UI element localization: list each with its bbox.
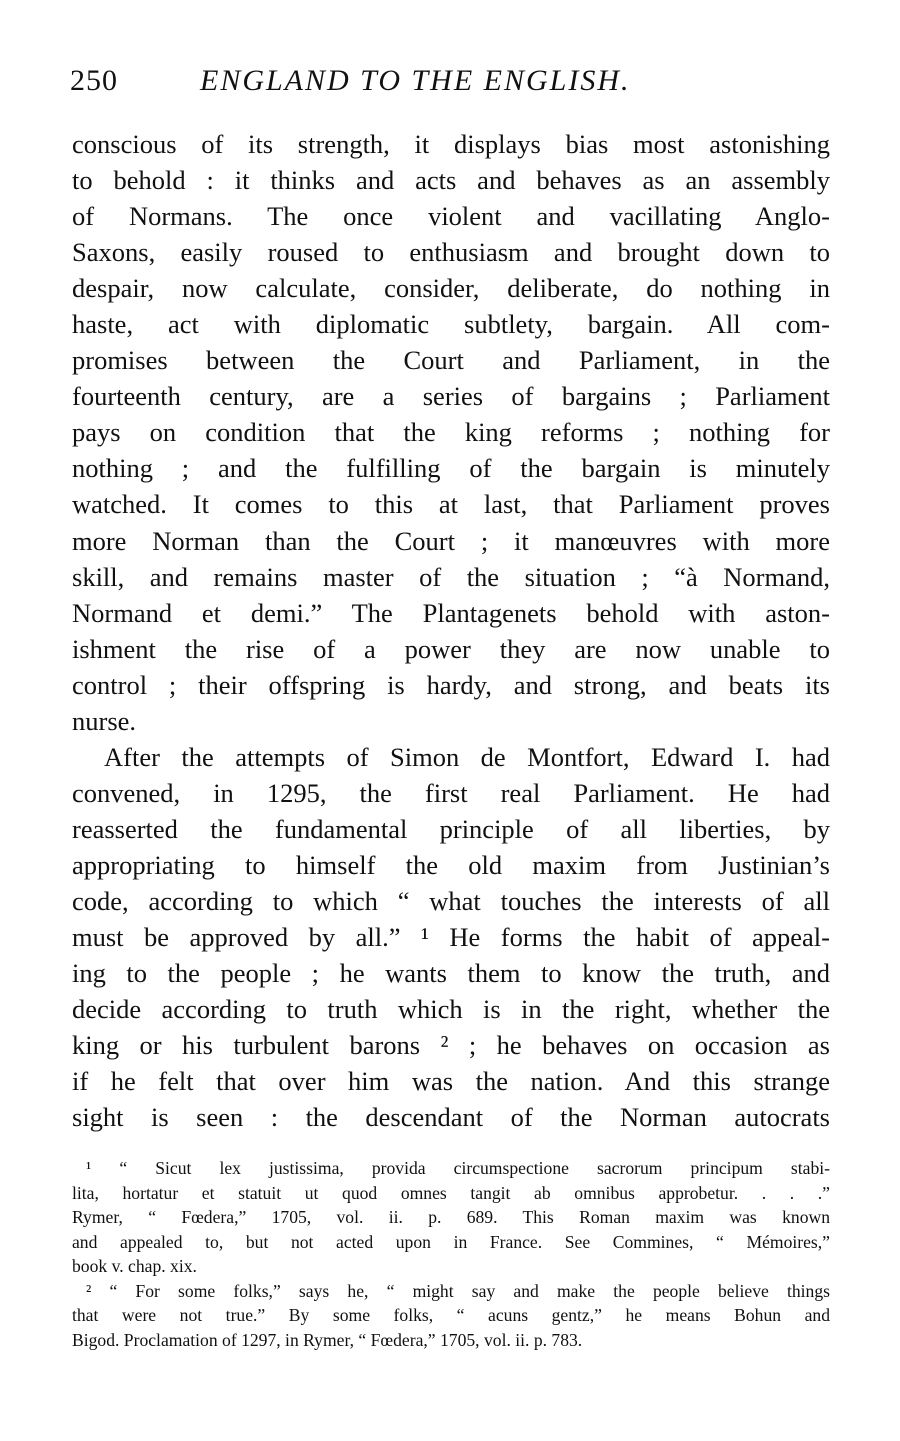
body-line: Saxons, easily roused to enthusiasm and brought down to xyxy=(72,237,830,268)
body-text xyxy=(72,126,830,1135)
body-line: reasserted the fundamental principle of all liberties, by xyxy=(72,813,830,844)
footnote-2-line: that were not true.” By some folks, “ acuns gentz,” he means Bohun and xyxy=(72,1305,830,1325)
body-line: more Norman than the Court ; it manœuvres with more xyxy=(72,525,830,556)
body-line: pays on condition that the king reforms ; nothing for xyxy=(72,417,830,448)
body-line: promises between the Court and Parliament, in the xyxy=(72,345,830,376)
footnotes xyxy=(72,1156,830,1352)
body-line: must be approved by all.” ¹ He forms the habit of appeal- xyxy=(72,922,830,953)
body-line: despair, now calculate, consider, deliberate, do nothing in xyxy=(72,273,830,304)
footnote-2-line: Bigod. Proclamation of 1297, in Rymer, “ Fœdera,” 1705, vol. ii. p. 783. xyxy=(72,1329,583,1350)
footnote-1-line: book v. chap. xix. xyxy=(72,1256,197,1276)
body-line: control ; their offspring is hardy, and strong, and beats its xyxy=(72,669,830,700)
body-line: ishment the rise of a power they are now unable to xyxy=(72,633,830,664)
body-line: of Normans. The once violent and vacillating Anglo- xyxy=(72,201,830,232)
page-header xyxy=(70,64,830,104)
body-line: sight is seen : the descendant of the Norman autocrats xyxy=(72,1102,830,1133)
body-line: conscious of its strength, it displays bias most astonishing xyxy=(72,129,830,159)
footnote-1-line: and appealed to, but not acted upon in France. See Commines, “ Mémoires,” xyxy=(72,1231,830,1252)
body-line: Normand et demi.” The Plantagenets behold with aston- xyxy=(72,597,830,628)
body-line: if he felt that over him was the nation. And this strange xyxy=(72,1066,830,1097)
body-line: convened, in 1295, the first real Parliament. He had xyxy=(72,777,830,808)
paragraph-start-line: After the attempts of Simon de Montfort, Edward I. had xyxy=(104,741,830,772)
body-line: nothing ; and the fulfilling of the bargain is minutely xyxy=(72,453,830,484)
body-line: ing to the people ; he wants them to know the truth, and xyxy=(72,958,830,989)
body-line: fourteenth century, are a series of bargains ; Parliament xyxy=(72,381,830,412)
body-line: to behold : it thinks and acts and behaves as an assembly xyxy=(72,165,830,196)
footnote-1-line: Rymer, “ Fœdera,” 1705, vol. ii. p. 689. This Roman maxim was known xyxy=(72,1207,830,1227)
body-line: code, according to which “ what touches the interests of all xyxy=(72,885,830,916)
footnote-2-line: ² “ For some folks,” says he, “ might say and make the people believe things xyxy=(86,1280,830,1301)
footnote-1-line: ¹ “ Sicut lex justissima, provida circumspectione sacrorum principum stabi- xyxy=(86,1158,830,1178)
body-line: king or his turbulent barons ² ; he behaves on occasion as xyxy=(72,1030,830,1061)
running-title: ENGLAND TO THE ENGLISH. xyxy=(200,64,631,97)
body-line: haste, act with diplomatic subtlety, bargain. All com- xyxy=(72,309,830,340)
page-number: 250 xyxy=(70,64,118,97)
body-line: nurse. xyxy=(72,705,137,736)
footnote-1-line: lita, hortatur et statuit ut quod omnes tangit ab omnibus approbetur. . . .” xyxy=(72,1182,830,1203)
body-line: skill, and remains master of the situation ; “à Normand, xyxy=(72,561,830,592)
body-line: decide according to truth which is in the right, whether the xyxy=(72,994,830,1025)
body-line: appropriating to himself the old maxim from Justinian’s xyxy=(72,849,830,880)
body-line: watched. It comes to this at last, that Parliament proves xyxy=(72,489,830,520)
